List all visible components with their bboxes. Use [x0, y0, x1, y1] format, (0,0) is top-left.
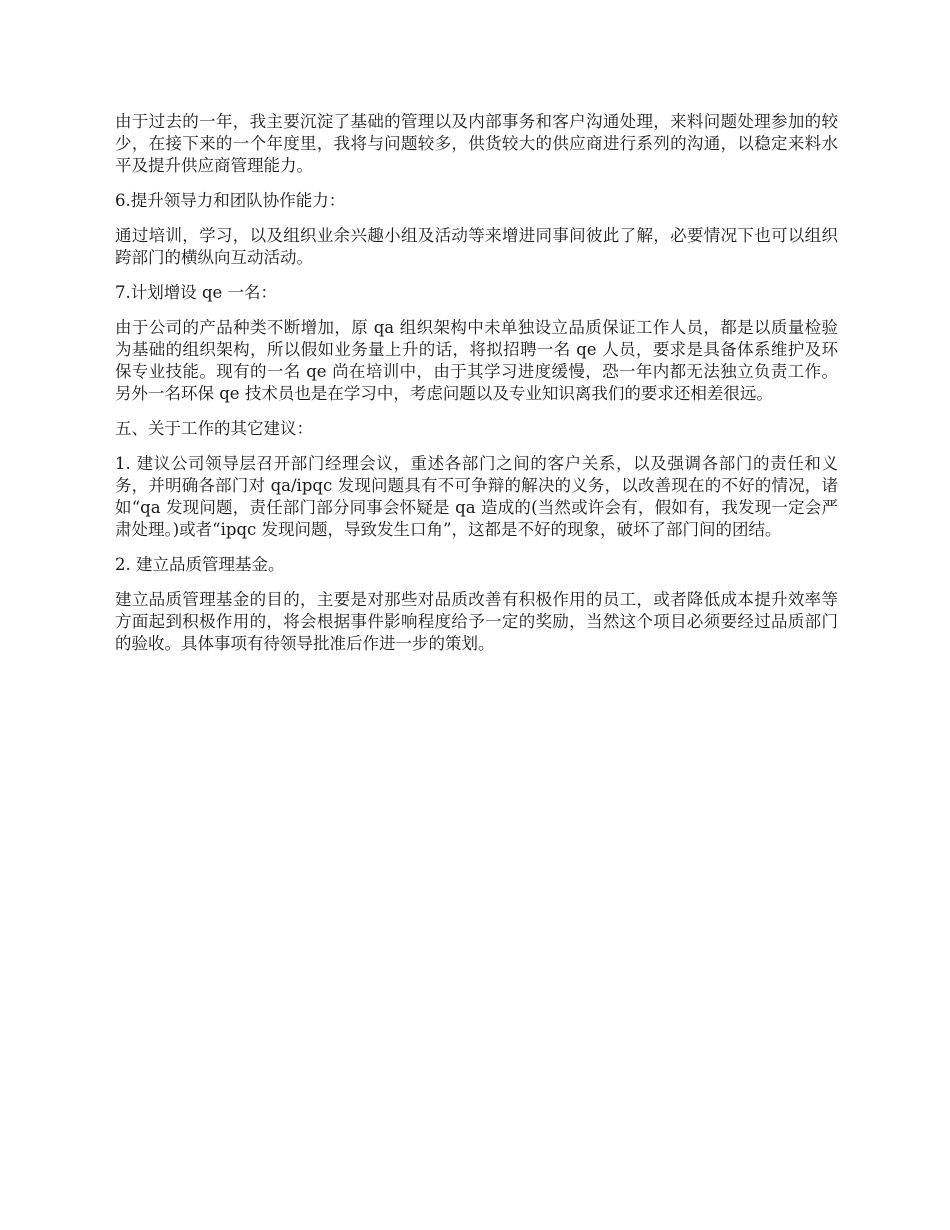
- paragraph-supplier-management: 由于过去的一年，我主要沉淀了基础的管理以及内部事务和客户沟通处理，来料问题处理参加的较少，在接下来的一个年度里，我将与问题较多，供货较大的供应商进行系列的沟通，以稳定来料水平及提升供应商管理能力。: [115, 112, 838, 175]
- paragraph-manager-meeting: 1. 建议公司领导层召开部门经理会议，重述各部门之间的客户关系，以及强调各部门的责任和义务，并明确各部门对 qa/ipqc 发现问题具有不可争辩的解决的义务，以改善现在的不好的情况，诸如“qa 发现问题，责任部门部分同事会怀疑是 qa 造成的(当然或许会有，假如有，我发现一定会严肃处理。)或者“ipqc 发现问题，导致发生口角”，这都是不好的现象，破坏了部门间的团结。: [115, 454, 838, 539]
- heading-leadership-teamwork: 6.提升领导力和团队协作能力：: [115, 191, 346, 210]
- paragraph-training-activities: 通过培训，学习，以及组织业余兴趣小组及活动等来增进同事间彼此了解，必要情况下也可以组织跨部门的横纵向互动活动。: [115, 226, 838, 267]
- heading-quality-fund: 2. 建立品质管理基金。: [115, 555, 285, 574]
- paragraph-quality-fund-purpose: 建立品质管理基金的目的，主要是对那些对品质改善有积极作用的员工，或者降低成本提升效率等方面起到积极作用的，将会根据事件影响程度给予一定的奖励，当然这个项目必须要经过品质部门的验收。具体事项有待领导批准后作进一步的策划。: [115, 590, 838, 653]
- paragraph-qe-recruitment: 由于公司的产品种类不断增加，原 qa 组织架构中未单独设立品质保证工作人员，都是以质量检验为基础的组织架构，所以假如业务量上升的话，将拟招聘一名 qe 人员，要求是具备体系维护及环保专业技能。现有的一名 qe 尚在培训中，由于其学习进度缓慢，恐一年内都无法独立负责工作。另外一名环保 qe 技术员也是在学习中，考虑问题以及专业知识离我们的要求还相差很远。: [115, 318, 838, 403]
- heading-add-qe: 7.计划增设 qe 一名：: [115, 283, 278, 302]
- heading-other-suggestions: 五、关于工作的其它建议：: [115, 419, 313, 438]
